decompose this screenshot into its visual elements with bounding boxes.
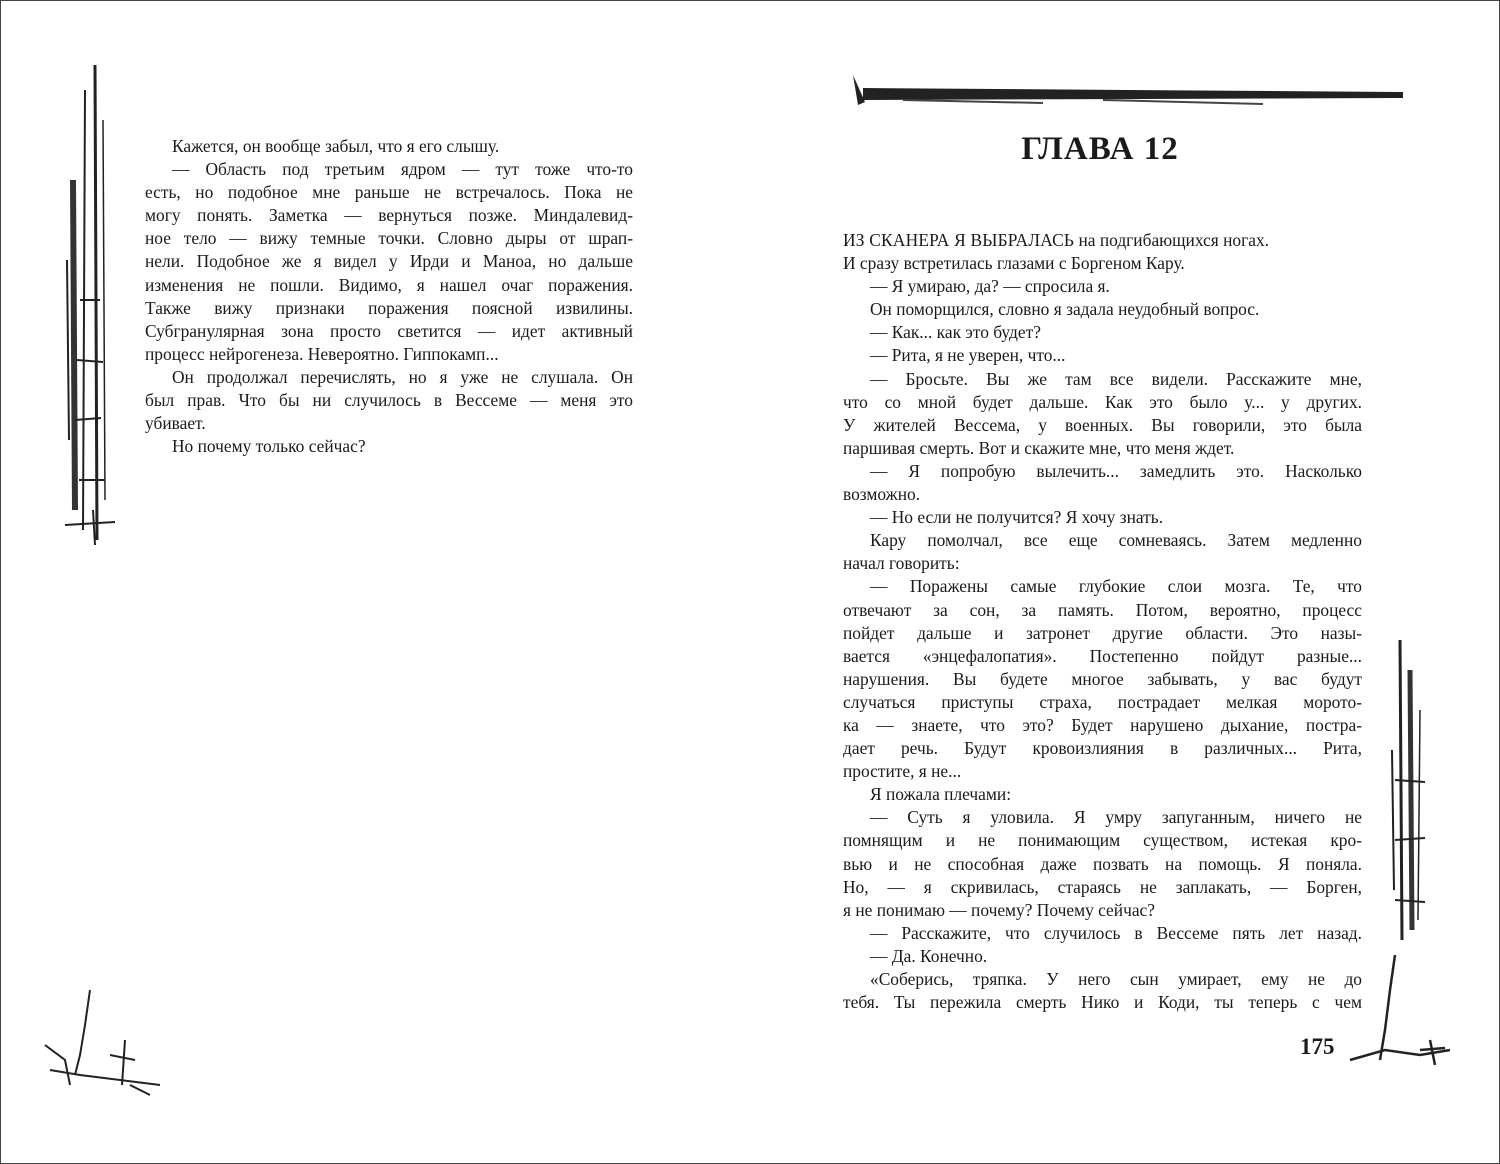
line-text: изменения не пошли. Видимо, я нашел очаг поражения.	[145, 274, 633, 295]
line-text: — Но если не получится? Я хочу знать.	[870, 507, 1164, 528]
line-text: дает речь. Будут кровоизлияния в различных... Рита,	[843, 738, 1362, 759]
text-line	[145, 412, 633, 435]
text-line	[145, 297, 633, 320]
line-text: — Как... как это будет?	[870, 322, 1041, 343]
text-line	[843, 806, 1362, 829]
text-line	[145, 366, 633, 389]
line-text: нарушения. Вы будете многое забывать, у вас будут	[843, 668, 1362, 689]
line-text: — Бросьте. Вы же там все видели. Расскажите мне,	[870, 368, 1362, 389]
text-line	[145, 181, 633, 204]
text-line	[843, 991, 1362, 1014]
line-text: Субгранулярная зона просто светится — идет активный	[145, 320, 633, 341]
text-line	[843, 622, 1362, 645]
line-text: ное тело — вижу темные точки. Словно дыры от шрап-	[145, 228, 633, 249]
grunge-corner-ornament-right	[1340, 950, 1460, 1080]
grunge-vertical-ornament-right	[1380, 630, 1440, 950]
right-page-text	[843, 229, 1362, 1014]
text-line	[843, 483, 1362, 506]
text-line	[145, 389, 633, 412]
line-text: — Расскажите, что случилось в Вессеме пять лет назад.	[870, 922, 1362, 943]
line-text: возможно.	[843, 484, 921, 505]
line-text: на подгибающихся ногах.	[1074, 230, 1270, 250]
brush-header-bar	[843, 70, 1415, 110]
line-text: — Я умираю, да? — спросила я.	[870, 276, 1110, 297]
line-text: убивает.	[145, 413, 206, 434]
text-line	[843, 714, 1362, 737]
text-line	[843, 344, 1362, 367]
line-text: Также вижу признаки поражения поясной извилины.	[145, 297, 633, 318]
text-line	[843, 414, 1362, 437]
grunge-vertical-ornament-left	[55, 60, 125, 560]
line-text: — Рита, я не уверен, что...	[870, 345, 1066, 366]
text-line	[843, 737, 1362, 760]
left-page-text	[145, 135, 633, 458]
text-line	[145, 135, 633, 158]
text-line	[843, 298, 1362, 321]
line-text: Кажется, он вообще забыл, что я его слышу.	[172, 136, 500, 156]
text-line	[843, 275, 1362, 298]
line-text: вью и не способная даже позвать на помощь. Я поняла.	[843, 853, 1362, 874]
line-text: что со мной будет дальше. Как это было у... у других.	[843, 391, 1362, 412]
line-text: Но почему только сейчас?	[172, 436, 366, 457]
line-text: могу понять. Заметка — вернуться позже. Миндалевид-	[145, 205, 633, 226]
line-text: нели. Подобное же я видел у Ирди и Маноа, но дальше	[145, 251, 633, 272]
line-text: был прав. Что бы ни случилось в Вессеме — меня это	[145, 390, 633, 411]
text-line	[145, 250, 633, 273]
text-line	[843, 853, 1362, 876]
text-line	[843, 229, 1362, 252]
text-line	[843, 829, 1362, 852]
line-text: Он поморщился, словно я задала неудобный вопрос.	[870, 299, 1260, 320]
line-text: начал говорить:	[843, 553, 960, 574]
text-line	[145, 343, 633, 366]
line-text: Я пожала плечами:	[870, 784, 1012, 805]
line-text: паршивая смерть. Вот и скажите мне, что меня ждет.	[843, 437, 1235, 458]
line-text: — Я попробую вылечить... замедлить это. Насколько	[870, 460, 1362, 481]
line-text: Кару помолчал, все еще сомневаясь. Затем медленно	[870, 530, 1362, 551]
grunge-corner-ornament-left	[40, 985, 170, 1105]
line-text: пойдет дальше и затронет другие области. Это назы-	[843, 622, 1362, 643]
line-text: отвечают за сон, за память. Потом, вероятно, процесс	[843, 599, 1362, 620]
lead-in-caps: ИЗ СКАНЕРА Я ВЫБРАЛАСЬ	[843, 230, 1075, 250]
text-line	[145, 320, 633, 343]
text-line	[843, 691, 1362, 714]
text-line	[843, 321, 1362, 344]
line-text: есть, но подобное мне раньше не встречалось. Пока не	[145, 182, 633, 203]
text-line	[843, 599, 1362, 622]
line-text: — Поражены самые глубокие слои мозга. Те, что	[870, 576, 1362, 597]
line-text: процесс нейрогенеза. Невероятно. Гиппокамп...	[145, 343, 499, 364]
text-line	[843, 529, 1362, 552]
text-line	[145, 204, 633, 227]
text-line	[843, 575, 1362, 598]
text-line	[145, 435, 633, 458]
line-text: Он продолжал перечислять, но я уже не слушала. Он	[172, 366, 633, 387]
line-text: тебя. Ты пережила смерть Нико и Коди, ты теперь с чем	[843, 992, 1362, 1013]
line-text: я не понимаю — почему? Почему сейчас?	[843, 899, 1155, 920]
text-line	[843, 668, 1362, 691]
line-text: случаться приступы страха, пострадает мелкая морото-	[843, 691, 1362, 712]
text-line	[843, 252, 1362, 275]
text-line	[843, 460, 1362, 483]
line-text: — Область под третьим ядром — тут тоже что-то	[172, 159, 633, 180]
line-text: простите, я не...	[843, 761, 962, 782]
text-line	[843, 945, 1362, 968]
line-text: Но, — я скривилась, стараясь не заплакать, — Борген,	[843, 876, 1362, 897]
line-text: вается «энцефалопатия». Постепенно пойдут разные...	[843, 645, 1362, 666]
text-line	[843, 760, 1362, 783]
text-line	[843, 437, 1362, 460]
text-line	[843, 899, 1362, 922]
text-line	[145, 158, 633, 181]
page-number: 175	[1300, 1034, 1335, 1059]
text-line	[843, 645, 1362, 668]
text-line	[145, 227, 633, 250]
text-line	[843, 876, 1362, 899]
text-line	[843, 368, 1362, 391]
line-text: И сразу встретилась глазами с Боргеном Кару.	[843, 253, 1185, 274]
line-text: помнящим и не понимающим существом, истекая кро-	[843, 830, 1362, 851]
line-text: — Суть я уловила. Я умру запуганным, ничего не	[870, 807, 1362, 828]
line-text: У жителей Вессема, у военных. Вы говорили, это была	[843, 414, 1362, 435]
line-text: — Да. Конечно.	[870, 945, 988, 966]
text-line	[843, 922, 1362, 945]
chapter-title: ГЛАВА 12	[1021, 131, 1179, 167]
text-line	[843, 552, 1362, 575]
text-line	[843, 391, 1362, 414]
text-line	[843, 783, 1362, 806]
text-line	[843, 968, 1362, 991]
text-line	[843, 506, 1362, 529]
line-text: ка — знаете, что это? Будет нарушено дыхание, постра-	[843, 714, 1362, 735]
text-line	[145, 274, 633, 297]
line-text: «Соберись, тряпка. У него сын умирает, ему не до	[870, 969, 1362, 989]
